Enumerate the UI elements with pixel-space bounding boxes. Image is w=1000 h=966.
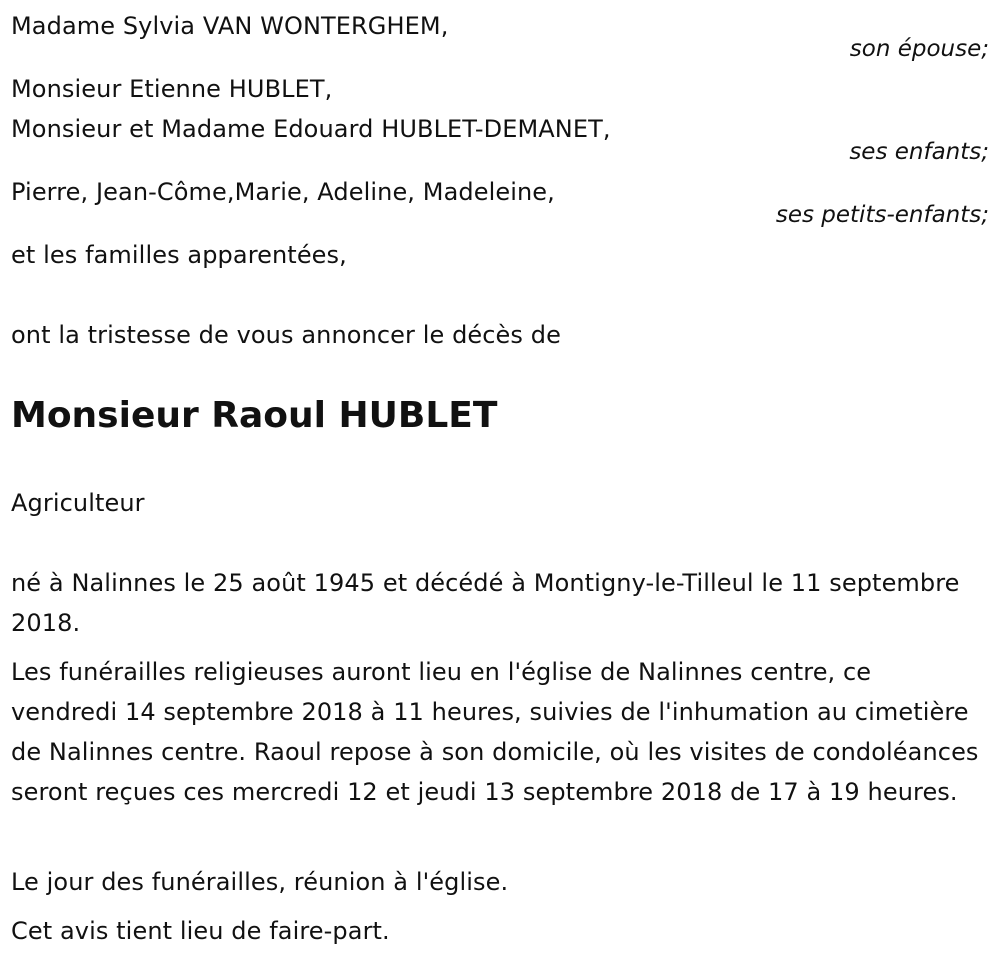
children-role: ses enfants; <box>849 139 989 165</box>
relatives-line: et les familles apparentées, <box>11 241 347 269</box>
birth-death-details: né à Nalinnes le 25 août 1945 et décédé à Montigny-le-Tilleul le 11 septembre 2018. <box>11 569 960 637</box>
announcement-text: ont la tristesse de vous annoncer le décès de <box>11 321 561 349</box>
notice-note: Cet avis tient lieu de faire-part. <box>11 917 390 945</box>
spouse-role: son épouse; <box>849 36 989 62</box>
deceased-name: Monsieur Raoul HUBLET <box>11 395 498 436</box>
child-name-1: Monsieur Etienne HUBLET, <box>11 75 333 103</box>
occupation: Agriculteur <box>11 489 145 517</box>
spouse-name: Madame Sylvia VAN WONTERGHEM, <box>11 12 449 40</box>
grandchildren-role: ses petits-enfants; <box>775 202 989 228</box>
child-name-2: Monsieur et Madame Edouard HUBLET-DEMANET, <box>11 115 611 143</box>
funeral-details: Les funérailles religieuses auront lieu en l'église de Nalinnes centre, ce vendredi 14 septembre 2018 à 11 heures, suivies de l'inhumation au cimetière de Nalinnes centre. Raoul repose à son domicile, où les visites de condoléances seront reçues ces mercredi 12 et jeudi 13 septembre 2018 de 17 à 19 heures. <box>11 658 979 806</box>
meeting-note: Le jour des funérailles, réunion à l'église. <box>11 868 509 896</box>
grandchildren-names: Pierre, Jean-Côme,Marie, Adeline, Madeleine, <box>11 178 555 206</box>
